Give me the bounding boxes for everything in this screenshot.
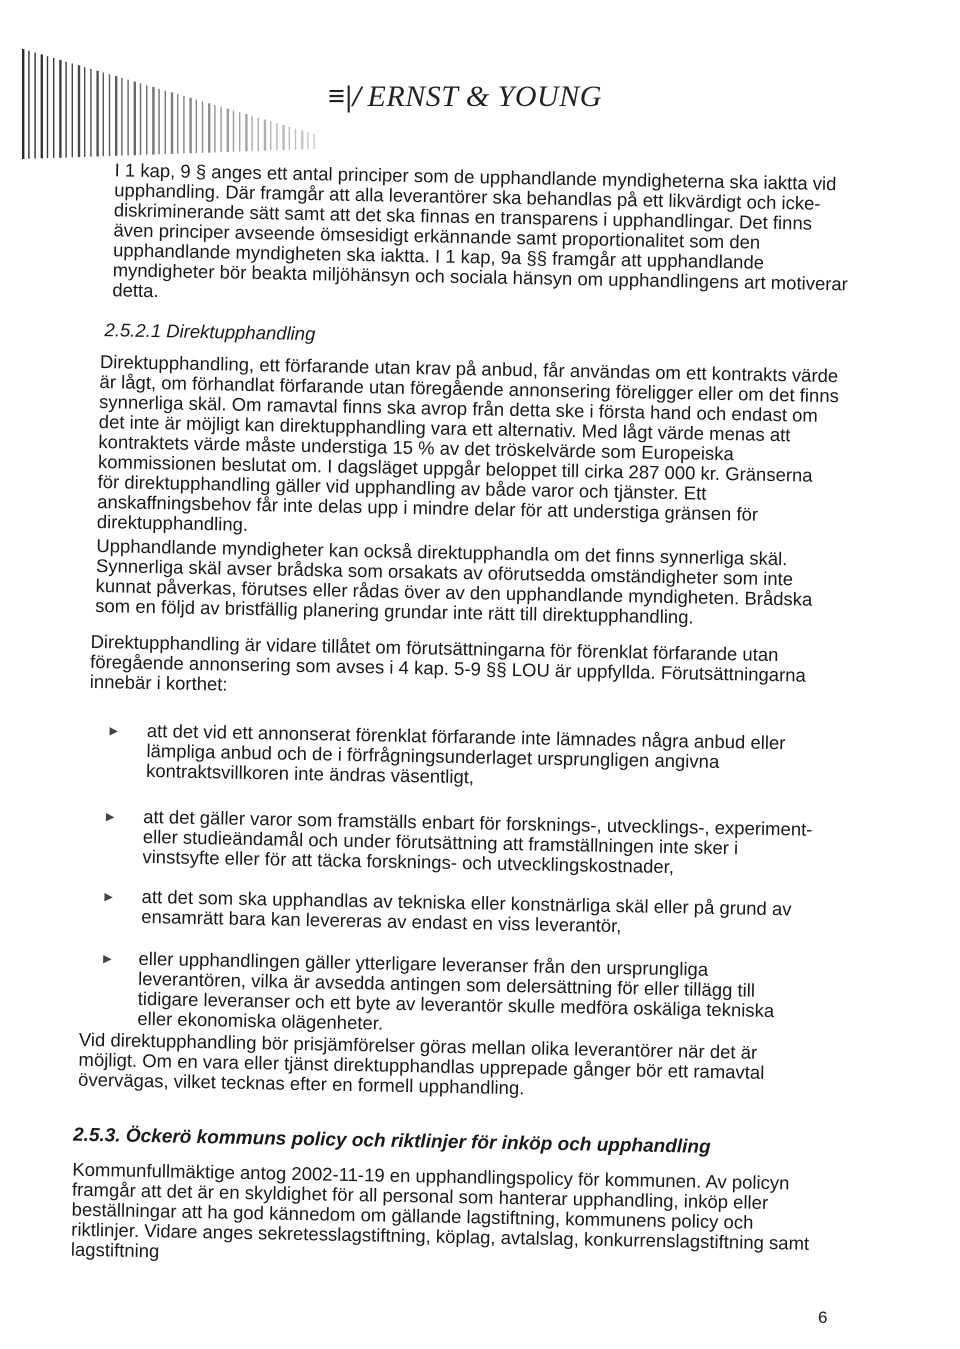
barcode-line (295, 129, 296, 150)
barcode-line (72, 64, 73, 158)
synnerliga-skal-paragraph: Upphandlande myndigheter kan också direktupphandla om det finns synnerliga skäl. Synnerliga skäl avser brådska som orsakats av oförutsedda omständigheter som inte kunnat påverkas, förutses eller rådas över av den upphandlande myndigheten. Brådska som en följd av bristfällig planering grundar inte rätt till direktupphandling. (95, 535, 813, 628)
barcode-line (251, 116, 252, 151)
barcode-line (165, 91, 166, 155)
barcode-line (41, 54, 43, 158)
barcode-line (282, 125, 284, 150)
barcode-line (245, 114, 247, 151)
barcode-line (208, 103, 210, 152)
barcode-line (171, 92, 173, 153)
barcode-line (134, 82, 136, 156)
barcode-line (227, 109, 229, 152)
barcode-line (115, 76, 117, 156)
barcode-line (140, 83, 141, 155)
barcode-line (47, 56, 48, 158)
barcode-line (84, 67, 85, 157)
barcode-line (109, 74, 110, 156)
prisjamforelse-paragraph: Vid direktupphandling bör prisjämförelser göras mellan olika leverantörer när det är möjligt. Om en vara eller tjänst direktupphandlas upprepade gånger bör ett ramavtal övervägas, vilket tecknas efter en formell upphandling. (77, 1028, 765, 1099)
barcode-line (276, 123, 277, 150)
bullet-marker: ► (103, 808, 118, 825)
barcode-line (313, 134, 314, 149)
barcode-line (196, 100, 197, 153)
barcode-line (202, 101, 203, 152)
direktupphandling-paragraph: Direktupphandling, ett förfarande utan krav på anbud, får användas om ett kontrakts värde är lågt, om förhandlat förfarande utan föregående annonsering föreligger eller om det finns synnerliga skäl. Om ramavtal finns ska avrop från detta ske i första hand och endast om det inte är möjligt kan direktupphandling vara ett alternativ. Med lågt värde menas att kontraktets värde måste understiga 15 % av det tröskelvärde som Europeiska kommissionen beslutat om. I dagsläget uppgår beloppet till cirka 287 000 kr. Gränserna för direktupphandling gäller vid upphandling av både varor och tjänster. Ett anskaffningsbehov får inte delas upp i mindre delar för att understiga gränsen för direktupphandling. (96, 351, 840, 535)
subsection-heading: 2.5.2.1 Direktupphandling (104, 319, 316, 345)
barcode-line (103, 73, 104, 157)
barcode-line (289, 127, 290, 150)
barcode-line (90, 69, 91, 157)
logo-mark: ≡|/ (328, 80, 362, 113)
barcode-line (96, 71, 98, 157)
barcode-line (34, 53, 35, 159)
barcode-line (189, 98, 191, 153)
barcode-line (214, 105, 215, 152)
logo-text: ERNST & YOUNG (367, 80, 602, 113)
list-item: eller upphandlingen gäller ytterligare leveranser från den ursprungliga leverantören, vilka är avsedda antingen som delersättning för eller tillägg till tidigare leveranser och ett byte av leverantör skulle medföra oskäliga tekniska eller ekonomiska olägenheter. (137, 947, 775, 1034)
list-item: att det som ska upphandlas av tekniska eller konstnärliga skäl eller på grund av ensamrätt bara kan levereras av endast en viss leverantör, (141, 885, 792, 937)
barcode-line (65, 62, 66, 158)
barcode-line (183, 96, 184, 153)
barcode-line (59, 60, 61, 158)
list-item: att det vid ett annonserat förenklat förfarande inte lämnades några anbud eller lämpliga anbud och de i förfrågningsunderlaget ursprungligen angivna kontraktsvillkoren inte ändras väsentligt, (145, 720, 786, 788)
page-number: 6 (818, 1308, 828, 1327)
section-heading: 2.5.3. Öckerö kommuns policy och riktlinjer för inköp och upphandling (72, 1124, 711, 1158)
barcode-line (22, 49, 24, 159)
barcode-decoration (22, 44, 332, 159)
barcode-line (307, 132, 308, 149)
barcode-line (258, 118, 259, 151)
barcode-line (301, 130, 303, 149)
list-item: att det gäller varor som framställs enbart för forsknings-, utvecklings-, experiment- eller studieändamål och under förutsättning att framställningen inte sker i vinstsyfte eller för att täcka forsknings- och utvecklingskostnader, (142, 805, 813, 878)
barcode-line (177, 94, 178, 154)
bullet-marker: ► (106, 722, 121, 739)
barcode-line (28, 51, 29, 159)
barcode-line (220, 107, 221, 152)
barcode-line (146, 85, 147, 155)
barcode-line (53, 58, 54, 158)
barcode-line (78, 65, 80, 157)
barcode-line (264, 120, 266, 151)
company-logo (328, 80, 602, 114)
barcode-line (239, 112, 240, 151)
barcode-line (270, 121, 271, 150)
bullet-marker: ► (100, 950, 115, 967)
barcode-line (152, 87, 154, 155)
barcode-line (121, 78, 122, 156)
bullet-marker: ► (101, 888, 116, 905)
policy-paragraph: Kommunfullmäktige antog 2002-11-19 en upphandlingspolicy för kommunen. Av policyn framgår att det är en skyldighet för all personal som hanterar upphandling, inköp eller beställningar att ha god kännedom om gällande lagstiftning, kommunens policy och riktlinjer. Vidare anges sekretesslagstiftning, köplag, avtalslag, konkurrenslagstiftning samt lagstiftning (70, 1158, 810, 1262)
forutsattningar-paragraph: Direktupphandling är vidare tillåtet om förutsättningarna för förenklat förfarande utan föregående annonsering som avses i 4 kap. 5-9 §§ LOU är uppfyllda. Förutsättningarna innebär i korthet: (89, 630, 807, 695)
intro-paragraph: I 1 kap, 9 § anges ett antal principer som de upphandlande myndigheterna ska iaktta vid upphandling. Där framgår att alla leverantörer ska behandlas på ett likvärdigt och icke-diskriminerande sätt samt att det ska finnas en transparens i upphandlingar. Det finns även principer avseende ömsesidigt erkännande samt proportionalitet som den upphandlande myndigheten ska iaktta. I 1 kap, 9a §§ framgår att upphandlande myndigheter bör beakta miljöhänsyn och sociala hänsyn om upphandlingens art motiverar detta. (112, 159, 849, 302)
barcode-line (158, 89, 159, 155)
barcode-line (233, 111, 234, 152)
barcode-line (127, 80, 128, 156)
